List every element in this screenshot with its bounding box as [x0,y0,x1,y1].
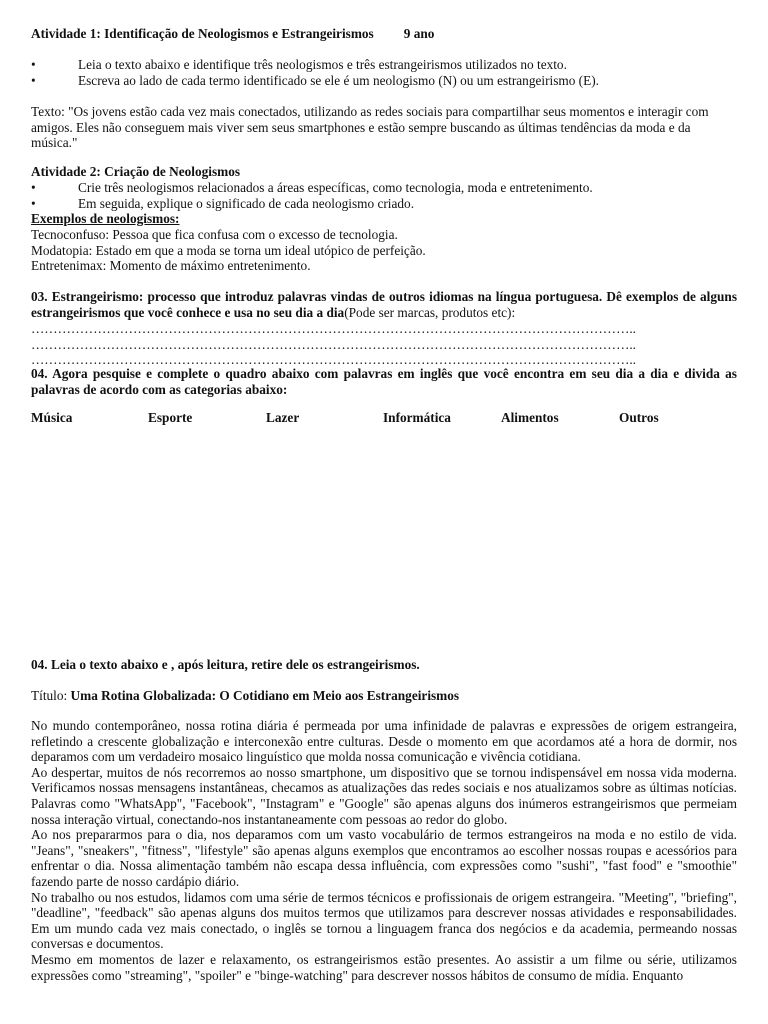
title-label: Título: [31,688,71,703]
bullet-item [31,57,737,73]
bullet-dot: • [31,180,36,195]
bullet-text: Crie três neologismos relacionados a áreas específicas, como tecnologia, moda e entretenimento. [78,180,593,195]
bullet-item [31,73,737,89]
paragraph: No trabalho ou nos estudos, lidamos com uma série de termos técnicos e profissionais de origem estrangeira. "Meeting", "briefing", "deadline", "feedback" são apenas alguns dos muitos termos que utilizamos para descrever nossas atividades e responsabilidades. Em um mundo cada vez mais conectado, o inglês se tornou a linguagem franca dos negócios e da academia, permeando nossas conversas e documentos. [31,889,737,952]
category-leisure: Lazer [266,410,300,425]
category-food: Alimentos [501,410,559,425]
question-03-note: (Pode ser marcas, produtos etc): [344,304,516,320]
activity1-title: Atividade 1: Identificação de Neologismos e Estrangeirismos [31,26,374,41]
category-informatics: Informática [383,410,451,425]
bullet-text: Escreva ao lado de cada termo identificado se ele é um neologismo (N) ou um estrangeirismo (E). [78,72,599,88]
example-item: Tecnoconfuso: Pessoa que fica confusa com o excesso de tecnologia. [31,227,398,242]
bullet-text: Em seguida, explique o significado de cada neologismo criado. [78,195,415,211]
question-03-bold: 03. Estrangeirismo: processo que introduz palavras vindas de outros idiomas na língua portuguesa. Dê exemplos de alguns estrangeirismos que você conhece e usa no seu dia a dia [31,289,737,320]
answer-lines [31,321,737,368]
category-music: Música [31,410,73,425]
example-item: Modatopia: Estado em que a moda se torna um ideal utópico de perfeição. [31,242,426,258]
question-04-reading: 04. Leia o texto abaixo e , após leitura, retire dele os estrangeirismos. [31,657,420,672]
question-04-research: 04. Agora pesquise e complete o quadro abaixo com palavras em inglês que você encontra em seu dia a dia e divida as palavras de acordo com as categorias abaixo: [31,366,737,397]
bullet-item [31,196,737,212]
answer-line[interactable]: ……………………………………………………………………………………………………………………….. [31,352,637,368]
text-title: Uma Rotina Globalizada: O Cotidiano em Meio aos Estrangeirismos [70,688,460,703]
activity1-text: Texto: "Os jovens estão cada vez mais conectados, utilizando as redes sociais para compartilhar seus momentos e interagir com amigos. Eles não conseguem mais viver sem seus smartphones e estão sempre buscando as últimas tendências da moda e da música." [31,104,709,151]
bullet-dot: • [31,57,36,72]
activity1-bullets [31,57,737,88]
activity2-title: Atividade 2: Criação de Neologismos [31,164,241,179]
example-item: Entretenimax: Momento de máximo entretenimento. [31,258,311,274]
text-title-line [31,688,737,704]
bullet-dot: • [31,72,36,88]
paragraph: Ao despertar, muitos de nós recorremos ao nosso smartphone, um dispositivo que se tornou indispensável em nossa vida moderna. Verificamos nossas mensagens instantâneas, checamos as atualizações das redes sociais e nos atualizamos sobre as últimas notícias. Palavras como "WhatsApp", "Facebook", "Instagram" e "Google" são apenas alguns dos inúmeros estrangeirismos que permeiam nossa interação virtual, conectando-nos instantaneamente com pessoas ao redor do globo. [31,764,737,827]
examples-heading: Exemplos de neologismos: [31,211,180,226]
grade-label: 9 ano [403,26,435,41]
paragraph: No mundo contemporâneo, nossa rotina diária é permeada por uma infinidade de palavras e expressões de origem estrangeira, refletindo a crescente globalização e interconexão entre culturas. Desde o momento em que acordamos até a hora de dormir, nos deparamos com um verdadeiro mosaico linguístico que molda nossa comunicação e vivência cotidiana. [31,718,737,765]
paragraph: Mesmo em momentos de lazer e relaxamento, os estrangeirismos estão presentes. Ao assistir a um filme ou série, utilizamos expressões como "streaming", "spoiler" e "binge-watching" para descrever nossos hábitos de consumo de mídia. Enquanto [31,951,737,983]
activity1-heading [31,26,737,42]
category-sport: Esporte [148,410,193,425]
answer-line[interactable]: ……………………………………………………………………………………………………………………….. [31,321,637,336]
activity2-bullets [31,180,737,211]
bullet-text: Leia o texto abaixo e identifique três neologismos e três estrangeirismos utilizados no texto. [78,57,567,72]
paragraph: Ao nos prepararmos para o dia, nos deparamos com um vasto vocabulário de termos estrangeiros na moda e no estilo de vida. "Jeans", "sneakers", "fitness", "lifestyle" são apenas alguns exemplos que encontramos ao escolher nossas roupas e acessórios para enfrentar o dia. Nossa alimentação também não escapa dessa influência, com expressões como "sushi", "fast food" e "smoothie" fazendo parte de nosso cardápio diário. [31,827,737,889]
bullet-item [31,180,737,196]
answer-line[interactable]: ……………………………………………………………………………………………………………………….. [31,336,637,352]
category-others: Outros [619,410,659,425]
examples-list [31,227,737,274]
question-03 [31,289,737,320]
reading-text [31,718,737,983]
category-header-row [31,410,737,426]
bullet-dot: • [31,195,36,211]
